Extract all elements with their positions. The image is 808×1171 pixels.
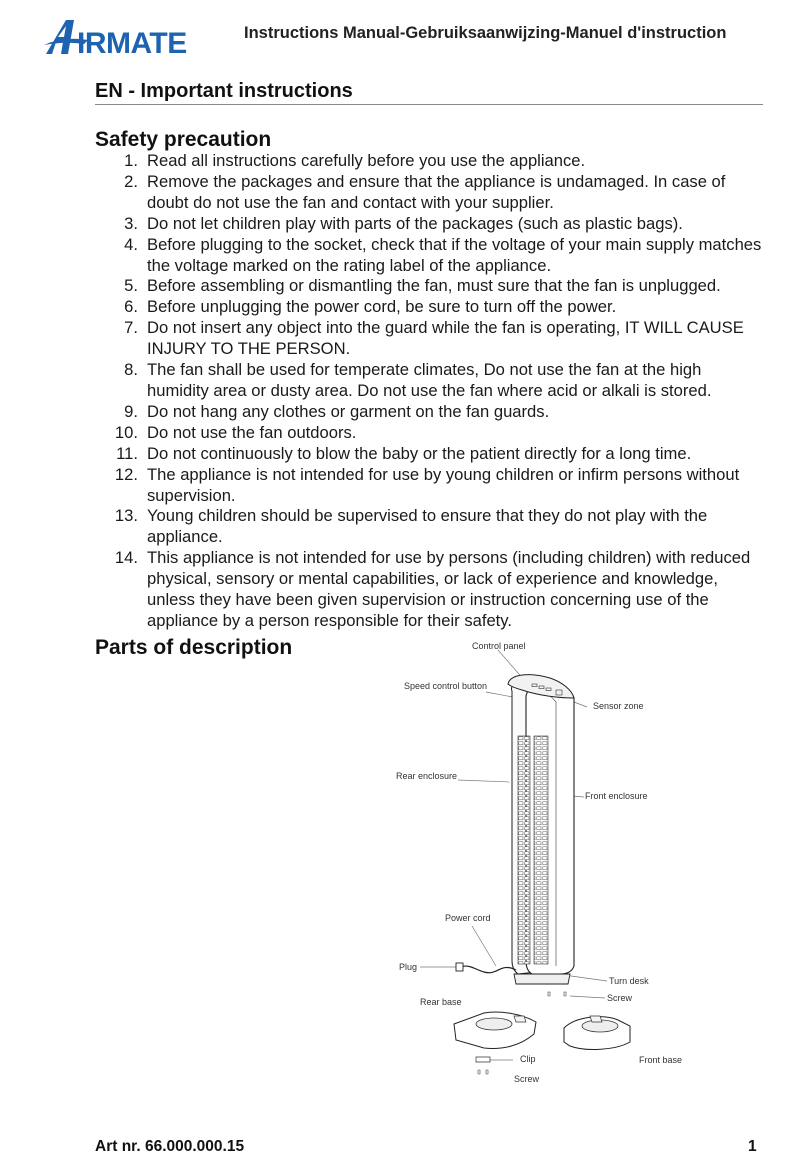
list-item [95,423,765,444]
item-number: 1. [124,151,138,170]
header-title: Instructions Manual-Gebruiksaanwijzing-Manuel d'instruction [244,24,727,42]
list-item [95,506,765,548]
item-text: This appliance is not intended for use by persons (including children) with reduced physical, sensory or mental capabilities, or lack of experience and knowledge, unless they have been given supervision or instruction concerning use of the appliance by a person responsible for their safety. [147,548,751,630]
label-turn-desk: Turn desk [609,976,649,986]
item-text: The fan shall be used for temperate climates, Do not use the fan at the high humidity area or dusty area. Do not use the fan where acid or alkali is stored. [147,360,712,400]
list-item [95,151,765,172]
svg-text:IRMATE: IRMATE [77,27,187,56]
item-number: 6. [124,297,138,317]
label-speed-control-button: Speed control button [404,681,488,691]
list-item [95,548,765,632]
item-text: Before assembling or dismantling the fan, must sure that the fan is unplugged. [147,276,721,296]
label-power-cord: Power cord [445,913,491,923]
list-item [95,235,765,277]
list-item [95,465,765,507]
page-number: 1 [748,1138,757,1155]
list-item [95,318,765,360]
label-front-enclosure: Front enclosure [585,791,648,801]
item-number: 13. [114,506,138,526]
fan-parts-diagram [380,636,800,1096]
list-item [95,360,765,402]
item-number: 11. [116,443,138,463]
item-text: Remove the packages and ensure that the appliance is undamaged. In case of doubt do not use the fan and contact with your supplier. [147,171,726,212]
item-text: Young children should be supervised to ensure that they do not play with the appliance. [147,506,708,547]
item-text: Before unplugging the power cord, be sure to turn off the power. [147,297,617,317]
label-control-panel: Control panel [472,641,526,651]
safety-heading: Safety precaution [95,128,272,151]
item-text: Do not let children play with parts of the packages (such as plastic bags). [147,213,683,233]
safety-list [95,151,765,632]
item-number: 12. [114,464,138,484]
tower-fan-illustration [380,636,800,1096]
label-rear-enclosure: Rear enclosure [396,771,458,781]
label-rear-base: Rear base [420,997,462,1007]
list-item [95,444,765,465]
label-clip: Clip [520,1054,536,1064]
item-text: Do not hang any clothes or garment on the fan guards. [147,401,550,421]
item-number: 14. [114,548,138,568]
item-number: 5. [124,276,138,296]
list-item [95,172,765,214]
item-text: The appliance is not intended for use by young children or infirm persons without supervision. [147,464,740,505]
brand-logo [44,18,234,56]
parts-heading: Parts of description [95,636,293,659]
item-number: 3. [124,213,138,233]
list-item [95,297,765,318]
item-number: 4. [124,234,138,254]
article-number: Art nr. 66.000.000.15 [95,1138,245,1155]
item-text: Read all instructions carefully before you use the appliance. [147,151,586,170]
item-text: Do not use the fan outdoors. [147,422,357,442]
label-plug: Plug [399,962,418,972]
list-item [95,402,765,423]
item-text: Before plugging to the socket, check that if the voltage of your main supply matches the voltage marked on the rating label of the appliance. [147,234,762,275]
item-number: 2. [124,171,138,191]
item-number: 9. [124,401,138,421]
item-number: 7. [124,318,138,338]
heading-divider [95,104,763,105]
list-item [95,214,765,235]
item-number: 8. [124,360,138,380]
list-item [95,276,765,297]
label-screw-bottom: Screw [514,1074,540,1084]
item-text: Do not continuously to blow the baby or the patient directly for a long time. [147,443,692,463]
section-heading: EN - Important instructions [95,80,353,102]
item-text: Do not insert any object into the guard while the fan is operating, IT WILL CAUSE INJURY TO THE PERSON. [147,318,744,359]
label-screw-top: Screw [607,993,633,1003]
item-number: 10. [114,422,138,442]
label-sensor-zone: Sensor zone [593,701,644,711]
label-front-base: Front base [639,1055,683,1065]
